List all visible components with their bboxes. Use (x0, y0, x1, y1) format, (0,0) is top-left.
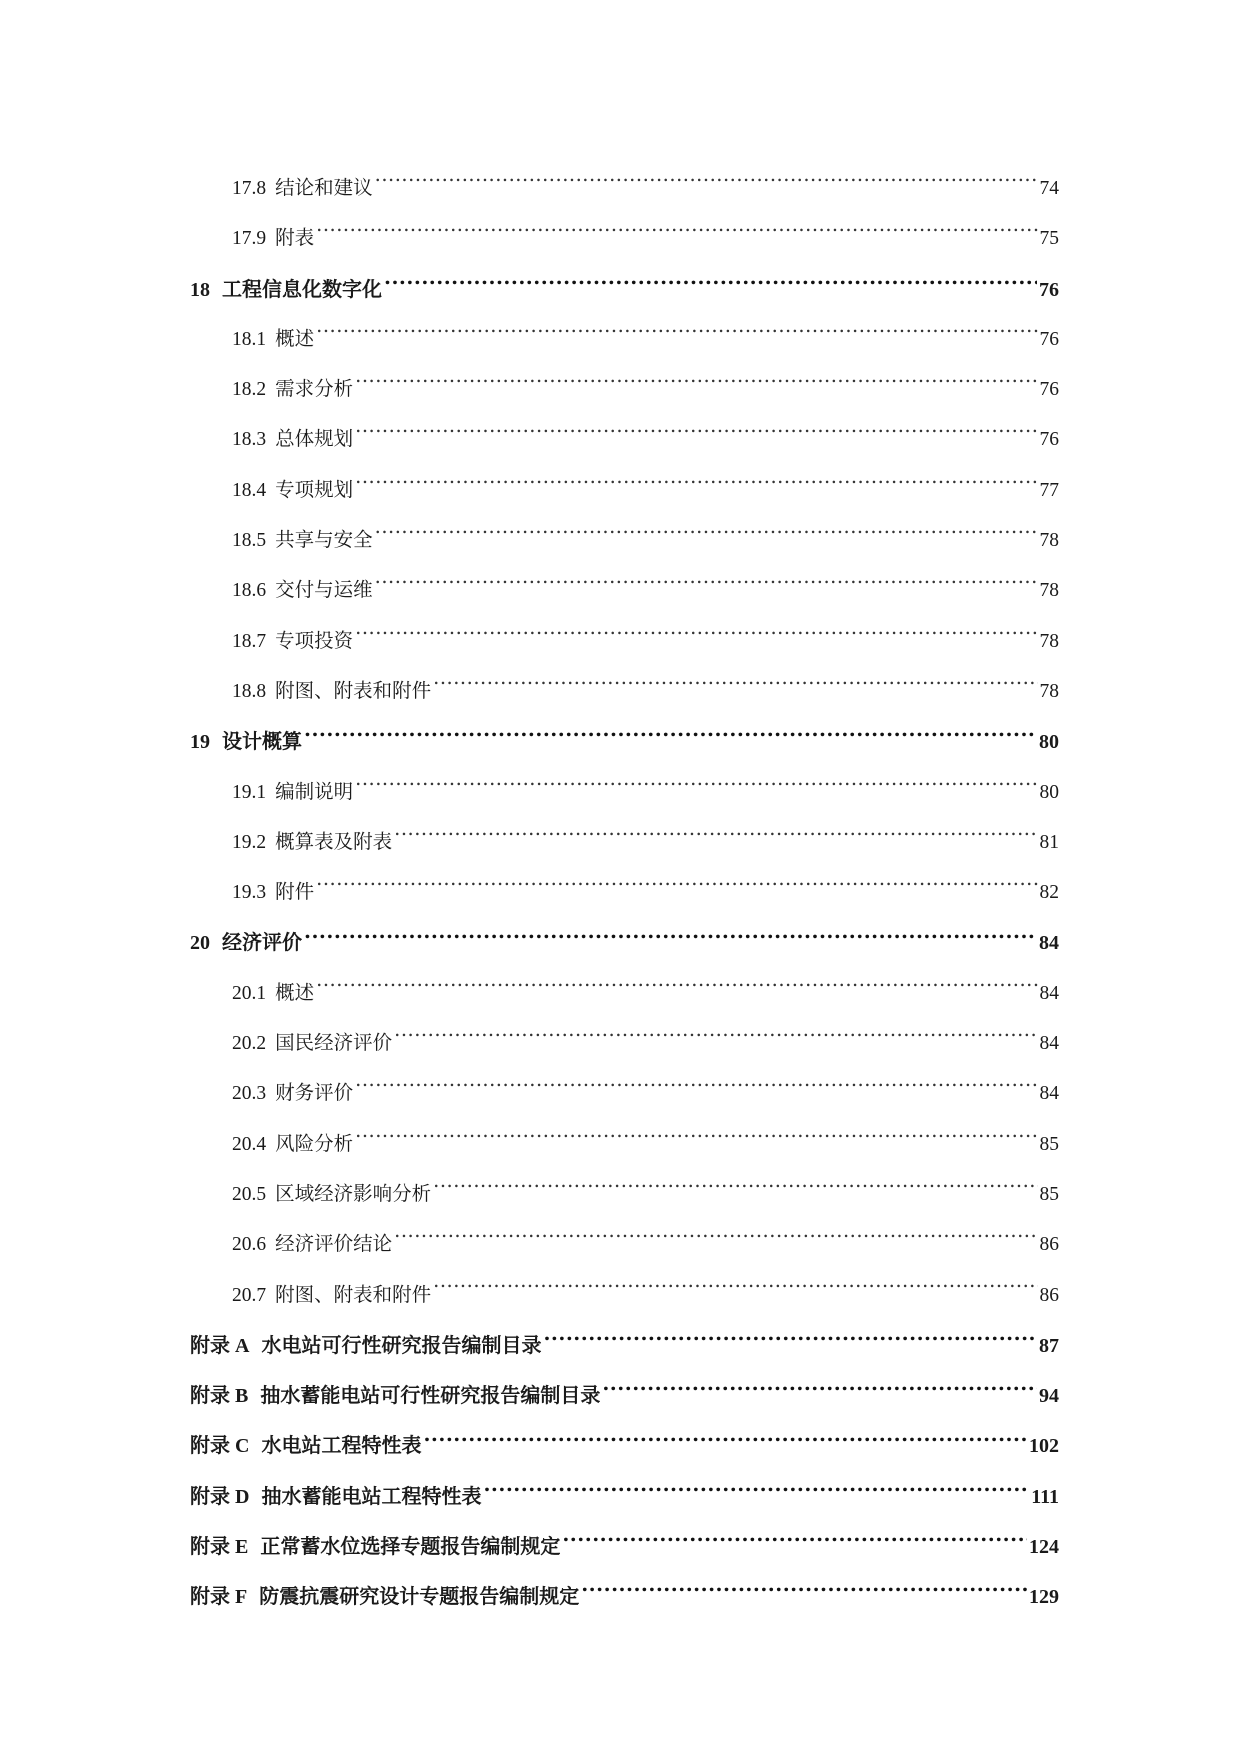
dot-leader (394, 1231, 1037, 1251)
dot-leader (581, 1583, 1027, 1603)
toc-chapter-entry[interactable] (190, 1571, 1059, 1621)
toc-entry-number: 20.1 (232, 982, 267, 1004)
toc-entry-page-number: 80 (1039, 781, 1059, 803)
toc-chapter-entry[interactable] (190, 716, 1059, 766)
toc-entry-page-number: 94 (1039, 1385, 1059, 1408)
toc-entry-title: 附图、附表和附件 (275, 1282, 432, 1306)
toc-chapter-entry[interactable] (190, 1370, 1059, 1420)
toc-entry-number: 20.4 (232, 1133, 267, 1155)
toc-entry-title: 设计概算 (222, 729, 302, 754)
toc-entry-page-number: 75 (1039, 228, 1059, 250)
toc-entry-title: 经济评价 (222, 930, 302, 955)
toc-entry-title: 概算表及附表 (275, 829, 393, 853)
toc-entry-page-number: 84 (1039, 1033, 1059, 1055)
toc-section-entry[interactable] (190, 1068, 1059, 1118)
dot-leader (375, 577, 1038, 597)
toc-entry-number: 18.2 (232, 379, 267, 401)
toc-entry-page-number: 77 (1039, 479, 1059, 501)
toc-entry-number: 附录 A (190, 1334, 250, 1357)
toc-section-entry[interactable] (190, 1119, 1059, 1169)
toc-entry-page-number: 111 (1031, 1485, 1059, 1508)
toc-entry-title: 国民经济评价 (275, 1031, 393, 1055)
toc-section-entry[interactable] (190, 1270, 1059, 1320)
toc-entry-page-number: 78 (1039, 680, 1059, 702)
toc-entry-page-number: 124 (1029, 1536, 1059, 1559)
toc-entry-number: 20.6 (232, 1234, 267, 1256)
dot-leader (316, 879, 1037, 899)
toc-section-entry[interactable] (190, 565, 1059, 615)
toc-section-entry[interactable] (190, 515, 1059, 565)
toc-entry-page-number: 78 (1039, 630, 1059, 652)
toc-entry-page-number: 86 (1039, 1284, 1059, 1306)
toc-entry-number: 附录 F (190, 1586, 248, 1609)
toc-entry-title: 总体规划 (275, 427, 354, 451)
toc-entry-page-number: 84 (1039, 1083, 1059, 1105)
toc-entry-number: 18.1 (232, 328, 267, 350)
dot-leader (355, 627, 1037, 647)
toc-entry-title: 经济评价结论 (275, 1232, 393, 1256)
toc-entry-page-number: 76 (1039, 278, 1059, 301)
dot-leader (355, 1130, 1037, 1150)
toc-chapter-entry[interactable] (190, 1521, 1059, 1571)
toc-entry-number: 17.8 (232, 178, 267, 199)
dot-leader (602, 1382, 1037, 1402)
toc-chapter-entry[interactable] (190, 1420, 1059, 1470)
dot-leader (316, 225, 1037, 245)
toc-entry-page-number: 78 (1039, 530, 1059, 552)
toc-entry-title: 专项规划 (275, 477, 354, 501)
toc-section-entry[interactable] (190, 817, 1059, 867)
toc-section-entry[interactable] (190, 314, 1059, 364)
dot-leader (375, 527, 1038, 547)
toc-entry-number: 19.2 (232, 831, 267, 853)
dot-leader (304, 929, 1037, 949)
toc-entry-number: 18.5 (232, 530, 267, 552)
dot-leader (423, 1432, 1027, 1452)
toc-entry-number: 18.3 (232, 429, 267, 451)
dot-leader (394, 1030, 1037, 1050)
toc-entry-title: 交付与运维 (275, 578, 373, 602)
toc-entry-number: 18.4 (232, 479, 267, 501)
dot-leader (316, 325, 1037, 345)
toc-entry-number: 19.3 (232, 882, 267, 904)
toc-entry-title: 风险分析 (275, 1131, 354, 1155)
toc-entry-title: 水电站可行性研究报告编制目录 (261, 1332, 542, 1357)
dot-leader (355, 376, 1037, 396)
toc-section-entry[interactable] (190, 465, 1059, 515)
toc-section-entry[interactable] (190, 968, 1059, 1018)
toc-entry-title: 水电站工程特性表 (261, 1433, 422, 1458)
toc-entry-title: 区域经济影响分析 (275, 1181, 432, 1205)
toc-entry-page-number: 76 (1039, 379, 1059, 401)
toc-section-entry[interactable] (190, 666, 1059, 716)
dot-leader (355, 476, 1037, 496)
toc-entry-page-number: 86 (1039, 1234, 1059, 1256)
toc-section-entry[interactable] (190, 364, 1059, 414)
toc-entry-page-number: 85 (1039, 1183, 1059, 1205)
toc-entry-number: 19.1 (232, 781, 267, 803)
toc-entry-page-number: 87 (1039, 1334, 1059, 1357)
toc-entry-page-number: 84 (1039, 982, 1059, 1004)
toc-entry-number: 附录 C (190, 1435, 250, 1458)
toc-entry-title: 概述 (275, 326, 315, 350)
toc-entry-title: 财务评价 (275, 1081, 354, 1105)
dot-leader (433, 1180, 1037, 1200)
toc-entry-title: 结论和建议 (275, 176, 373, 199)
table-of-contents (190, 163, 1059, 1622)
toc-section-entry[interactable] (190, 867, 1059, 917)
dot-leader (433, 677, 1037, 697)
toc-entry-title: 防震抗震研究设计专题报告编制规定 (259, 1584, 580, 1609)
toc-entry-number: 18.6 (232, 580, 267, 602)
toc-chapter-entry[interactable] (190, 264, 1059, 314)
toc-section-entry[interactable] (190, 1018, 1059, 1068)
dot-leader (384, 276, 1037, 296)
dot-leader (355, 426, 1037, 446)
toc-entry-page-number: 76 (1039, 429, 1059, 451)
toc-entry-page-number: 84 (1039, 932, 1059, 955)
toc-entry-number: 17.9 (232, 228, 267, 250)
toc-entry-number: 18.7 (232, 630, 267, 652)
toc-entry-title: 附图、附表和附件 (275, 678, 432, 702)
dot-leader (355, 778, 1037, 798)
toc-chapter-entry[interactable] (190, 917, 1059, 967)
toc-chapter-entry[interactable] (190, 1320, 1059, 1370)
dot-leader (394, 828, 1037, 848)
toc-entry-title: 编制说明 (275, 779, 354, 803)
toc-entry-title: 正常蓄水位选择专题报告编制规定 (260, 1534, 561, 1559)
toc-section-entry[interactable] (190, 163, 1059, 213)
toc-entry-number: 20.5 (232, 1183, 267, 1205)
toc-section-entry[interactable] (190, 1169, 1059, 1219)
toc-section-entry[interactable] (190, 616, 1059, 666)
toc-entry-number: 20.3 (232, 1083, 267, 1105)
toc-entry-number: 18 (190, 278, 210, 301)
dot-leader (316, 979, 1037, 999)
toc-section-entry[interactable] (190, 213, 1059, 263)
toc-section-entry[interactable] (190, 414, 1059, 464)
toc-chapter-entry[interactable] (190, 1471, 1059, 1521)
dot-leader (543, 1332, 1037, 1352)
toc-entry-title: 共享与安全 (275, 528, 373, 552)
toc-entry-number: 18.8 (232, 680, 267, 702)
toc-entry-title: 抽水蓄能电站工程特性表 (261, 1483, 482, 1508)
toc-section-entry[interactable] (190, 1219, 1059, 1269)
toc-entry-title: 附件 (275, 880, 315, 904)
dot-leader (375, 175, 1038, 195)
toc-entry-page-number: 81 (1039, 831, 1059, 853)
toc-entry-page-number: 76 (1039, 328, 1059, 350)
toc-entry-title: 专项投资 (275, 628, 354, 652)
toc-entry-page-number: 102 (1029, 1435, 1059, 1458)
toc-section-entry[interactable] (190, 767, 1059, 817)
toc-entry-title: 抽水蓄能电站可行性研究报告编制目录 (260, 1383, 601, 1408)
toc-entry-page-number: 82 (1039, 882, 1059, 904)
toc-entry-page-number: 80 (1039, 731, 1059, 754)
toc-entry-title: 工程信息化数字化 (222, 276, 382, 301)
toc-entry-number: 20.7 (232, 1284, 267, 1306)
toc-entry-number: 附录 E (190, 1536, 249, 1559)
toc-entry-number: 附录 D (190, 1485, 250, 1508)
dot-leader (433, 1281, 1037, 1301)
toc-entry-number: 附录 B (190, 1385, 249, 1408)
dot-leader (304, 728, 1037, 748)
toc-entry-page-number: 85 (1039, 1133, 1059, 1155)
toc-entry-number: 19 (190, 731, 210, 754)
dot-leader (562, 1533, 1027, 1553)
toc-entry-title: 附表 (275, 226, 315, 250)
toc-entry-page-number: 74 (1039, 178, 1059, 199)
dot-leader (483, 1483, 1029, 1503)
toc-entry-number: 20.2 (232, 1033, 267, 1055)
toc-entry-title: 需求分析 (275, 377, 354, 401)
toc-entry-page-number: 78 (1039, 580, 1059, 602)
toc-entry-page-number: 129 (1029, 1586, 1059, 1609)
toc-entry-number: 20 (190, 932, 210, 955)
dot-leader (355, 1080, 1037, 1100)
toc-entry-title: 概述 (275, 980, 315, 1004)
